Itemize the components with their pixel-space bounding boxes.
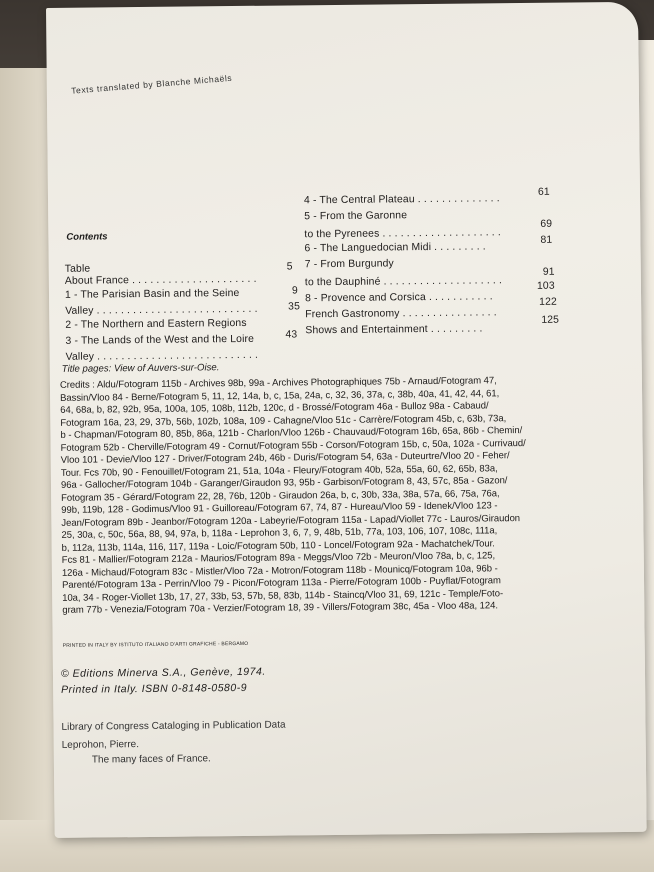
toc-entry: 5 - From the Garonne: [304, 210, 408, 223]
credits-line: Bassin/Vloo 84 - Berne/Fotogram 5, 11, 12, 14a, b, c, 15a, 24a, c, 32, 36, 37a, c, 38b, 40a, 41, 42, 44, 61,: [60, 387, 500, 404]
toc-entry: to the Pyrenees . . . . . . . . . . . . . . . . . . . .: [304, 227, 501, 241]
contents-heading: Contents: [66, 231, 108, 243]
translator-credit: Texts translated by Blanche Michaëls: [70, 72, 233, 96]
toc-page-number: 9: [291, 285, 298, 297]
credits-line: 10a, 34 - Roger-Viollet 13b, 17, 27, 33b, 53, 57b, 58, 83b, 114b - Staincq/Vloo 31, 69, 121c - Temple/Foto-: [62, 587, 504, 604]
credits-line: Fotogram 52b - Cherville/Fotogram 49 - Cornut/Fotogram 55b - Corson/Fotogram 15b, c, 50a, 102a - Currivaud/: [60, 437, 526, 454]
credits-line: Vloo 101 - Devie/Vloo 127 - Driver/Fotogram 24b, 46b - Duris/Fotogram 54, 63a - Duteurtre/Vloo 20 - Feher/: [60, 450, 510, 466]
toc-entry: Valley . . . . . . . . . . . . . . . . . . . . . . . . . . .: [65, 349, 259, 363]
credits-line: Fcs 81 - Mallier/Fotogram 212a - Maurios/Fotogram 89a - Meggs/Vloo 72b - Meuron/Vloo 78a, b, c, 125,: [61, 550, 496, 566]
credits-line: Tour. Fcs 70b, 90 - Fenouillet/Fotogram 21, 51a, 104a - Fleury/Fotogram 40b, 52a, 55a, 60, 62, 65b, 83a,: [60, 462, 498, 479]
toc-entry: 8 - Provence and Corsica . . . . . . . . . . .: [305, 291, 493, 305]
credits-line: 96a - Gallocher/Fotogram 104b - Garanger/Giraudon 93, 95b - Garbison/Fotogram 8, 43, 57c, 85a - Gazon/: [60, 475, 508, 491]
toc-entry: Shows and Entertainment . . . . . . . . .: [305, 323, 483, 337]
toc-right-column: [303, 186, 560, 337]
credits-line: 25, 30a, c, 50c, 56a, 88, 94, 97a, b, 118a - Leprohon 3, 6, 7, 9, 48b, 51b, 77a, 103, 106, 107, 108c, 111a,: [61, 525, 498, 541]
toc-page-number: 5: [286, 261, 293, 273]
cataloging-heading: Library of Congress Cataloging in Publication Data: [61, 719, 286, 733]
toc-entry: About France . . . . . . . . . . . . . . . . . . . . .: [64, 273, 257, 287]
toc-page-number: 81: [540, 234, 553, 246]
toc-page-number: 69: [540, 218, 553, 230]
toc-page-number: 125: [541, 314, 560, 326]
credits-line: Parenté/Fotogram 13a - Perrin/Vloo 79 - Picon/Fotogram 113a - Pierre/Fotogram 100b - Puyflat/Fotogram: [61, 575, 501, 591]
toc-entry: 4 - The Central Plateau . . . . . . . . . . . . . .: [303, 193, 500, 207]
credits-line: 99b, 119b, 128 - Godimus/Vloo 91 - Guilloreau/Fotogram 67, 74, 87 - Hureau/Vloo 59 - Idenek/Vloo 123 -: [61, 500, 498, 516]
toc-entry: to the Dauphiné . . . . . . . . . . . . . . . . . . . .: [304, 275, 503, 289]
book-page: [46, 2, 647, 838]
toc-page-number: 35: [288, 301, 301, 313]
credits-line: Credits : Aldu/Fotogram 115b - Archives 98b, 99a - Archives Photographiques 75b - Arnaud/Fotogram 47,: [59, 375, 497, 391]
credits-line: gram 77b - Venezia/Fotogram 70a - Verzier/Fotogram 18, 39 - Villers/Fotogram 38c, 45a - Vloo 48a, 124.: [62, 600, 498, 616]
credits-line: 64, 68a, b, 82, 92b, 95a, 100a, 105, 108b, 112b, 120c, d - Brossé/Fotogram 46a - Bulloz 98a - Cabaud/: [60, 400, 489, 416]
credits-line: b - Chapman/Fotogram 80, 85b, 86a, 121b - Charlon/Vloo 126b - Chauvaud/Fotogram 16b, 65a, 86b - Chemin/: [60, 425, 523, 441]
printer-note: PRINTED IN ITALY BY ISTITUTO ITALIANO D'ARTI GRAFICHE - BERGAMO: [62, 640, 249, 649]
isbn-line: Printed in Italy. ISBN 0-8148-0580-9: [61, 681, 248, 696]
toc-left-column: [64, 261, 301, 363]
credits-line: Fotogram 35 - Gérard/Fotogram 22, 28, 76b, 120b - Giraudon 26a, b, c, 30b, 33a, 38a, 57a, 66, 75a, 76a,: [61, 487, 500, 504]
credits-line: Fotogram 16a, 23, 29, 37b, 56b, 102b, 108a, 109 - Cahagne/Vloo 51c - Carrère/Fotogram 45b, c, 63b, 73a,: [60, 412, 507, 429]
cataloging-title: The many faces of France.: [91, 753, 211, 766]
toc-page-number: 91: [542, 266, 555, 278]
toc-entry: Table: [64, 263, 91, 275]
title-pages-caption: Title pages: View of Auvers-sur-Oise.: [61, 362, 220, 375]
copyright-line: © Editions Minerva S.A., Genève, 1974.: [60, 665, 266, 680]
photo-credits: [60, 374, 622, 617]
toc-entry: 7 - From Burgundy: [304, 258, 394, 271]
toc-entry: 2 - The Northern and Eastern Regions: [65, 317, 247, 331]
library-cataloging-block: [61, 718, 286, 768]
credits-line: b, 112a, 113b, 114a, 116, 117, 119a - Loic/Fotogram 50b, 110 - Loncel/Fotogram 92a - Machatchek/Tour.: [61, 537, 495, 554]
toc-entry: 6 - The Languedocian Midi . . . . . . . . .: [304, 241, 486, 255]
cataloging-author: Leprohon, Pierre.: [61, 739, 140, 751]
toc-page-number: 103: [536, 280, 555, 292]
credits-line: 126a - Michaud/Fotogram 83c - Mistler/Vloo 72a - Motron/Fotogram 118b - Mounicq/Fotogram 10a, 96b -: [61, 562, 498, 579]
toc-entry: 3 - The Lands of the West and the Loire: [65, 333, 255, 347]
credits-line: Jean/Fotogram 89b - Jeanbor/Fotogram 120a - Labeyrie/Fotogram 115a - Lapad/Viollet 77c - Lauros/Giraudon: [61, 512, 521, 529]
toc-entry: French Gastronomy . . . . . . . . . . . . . . . .: [305, 307, 497, 321]
copyright-block: [61, 664, 266, 698]
toc-page-number: 122: [539, 296, 557, 308]
toc-page-number: 61: [537, 186, 550, 198]
toc-page-number: 43: [285, 329, 298, 341]
toc-entry: 1 - The Parisian Basin and the Seine: [64, 287, 240, 301]
toc-entry: Valley . . . . . . . . . . . . . . . . . . . . . . . . . . .: [65, 303, 258, 317]
